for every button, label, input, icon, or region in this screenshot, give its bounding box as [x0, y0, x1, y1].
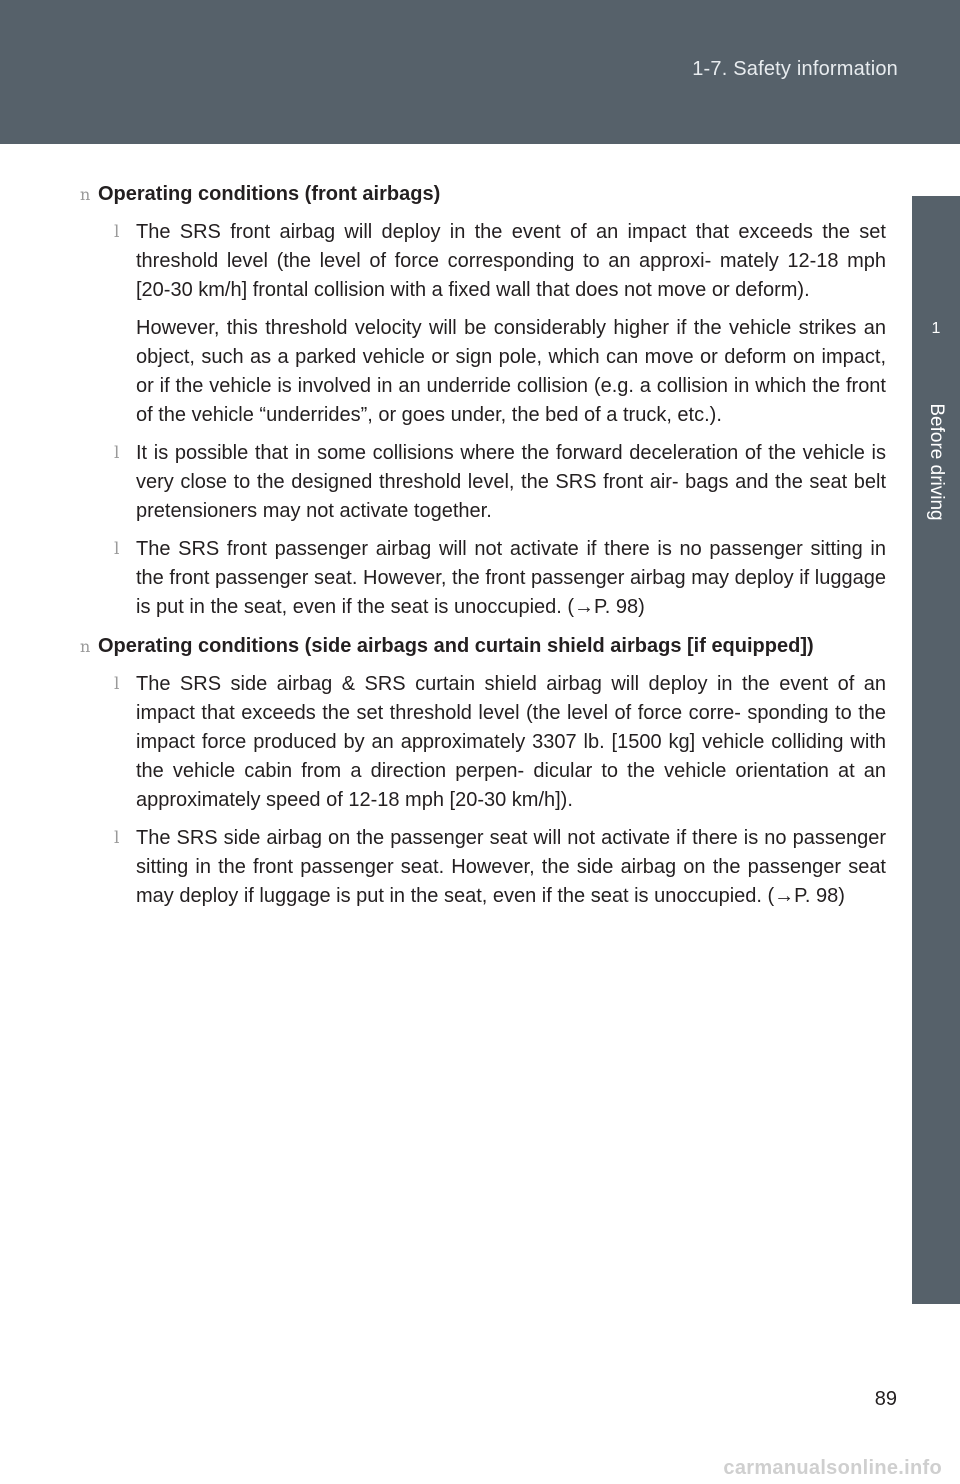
section-marker: n [80, 637, 91, 656]
page-content [80, 180, 886, 921]
page-number: 89 [874, 1388, 897, 1410]
bullet-marker: l [114, 222, 120, 242]
bullet-text: The SRS side airbag & SRS curtain shield airbag will deploy in the event of an impact that exceeds the set threshold level (the level of force corre- sponding to the impact force produced by an approximately 3307 lb. [1500 kg] vehicle colliding with the vehicle cabin from a direction perpen- dicular to the vehicle orientation at an approximately speed of 12-18 mph [20-30 km/h]). [136, 673, 886, 811]
bullet-item [114, 439, 886, 526]
section-title: 1-7. Safety information [692, 58, 898, 80]
bullet-marker: l [114, 828, 120, 848]
section-heading-text: Operating conditions (side airbags and curtain shield airbags [if equipped]) [98, 635, 814, 657]
bullet-item [114, 535, 886, 622]
bullet-item [114, 670, 886, 815]
watermark-text: carmanualsonline.info [723, 1457, 942, 1479]
bullet-text: The SRS front airbag will deploy in the event of an impact that exceeds the set threshold level (the level of force corresponding to an approxi- mately 12-18 mph [20-30 km/h] frontal collision with a fixed wall that does not move or deform). [136, 221, 886, 301]
bullet-text: The SRS side airbag on the passenger seat will not activate if there is no passenger sitting in the front passenger seat. However, the side airbag on the passenger seat may deploy if luggage is put in the seat, even if the seat is unoccupied. (→P. 98) [136, 827, 886, 907]
watermark [0, 1455, 960, 1484]
bullet-item [114, 824, 886, 911]
bullet-continuation: However, this threshold velocity will be considerably higher if the vehicle strikes an object, such as a parked vehicle or sign pole, which can move or deform on impact, or if the vehicle is involved in an underride collision (e.g. a collision in which the front of the vehicle “underrides”, or goes under, the bed of a truck, etc.). [136, 317, 886, 426]
chapter-side-tab [912, 196, 960, 1304]
bullet-text: The SRS front passenger airbag will not activate if there is no passenger sitting in the front passenger seat. However, the front passenger airbag may deploy if luggage is put in the seat, even if the seat is unoccupied. (→P. 98) [136, 538, 886, 618]
bullet-marker: l [114, 674, 120, 694]
bullet-item [114, 218, 886, 305]
page-header [0, 0, 960, 144]
bullet-marker: l [114, 539, 120, 559]
chapter-label-text: Before driving [926, 403, 947, 521]
bullet-text: It is possible that in some collisions where the forward deceleration of the vehicle is very close to the designed threshold level, the SRS front air- bags and the seat belt pretensioners may not activate together. [136, 442, 886, 522]
chapter-number: 1 [931, 320, 941, 337]
section-heading [80, 632, 886, 661]
section-front-airbags [80, 180, 886, 622]
section-side-airbags [80, 632, 886, 911]
bullet-marker: l [114, 443, 120, 463]
section-marker: n [80, 185, 91, 204]
chapter-label [922, 392, 950, 532]
section-heading-text: Operating conditions (front airbags) [98, 183, 441, 205]
section-heading [80, 180, 886, 209]
